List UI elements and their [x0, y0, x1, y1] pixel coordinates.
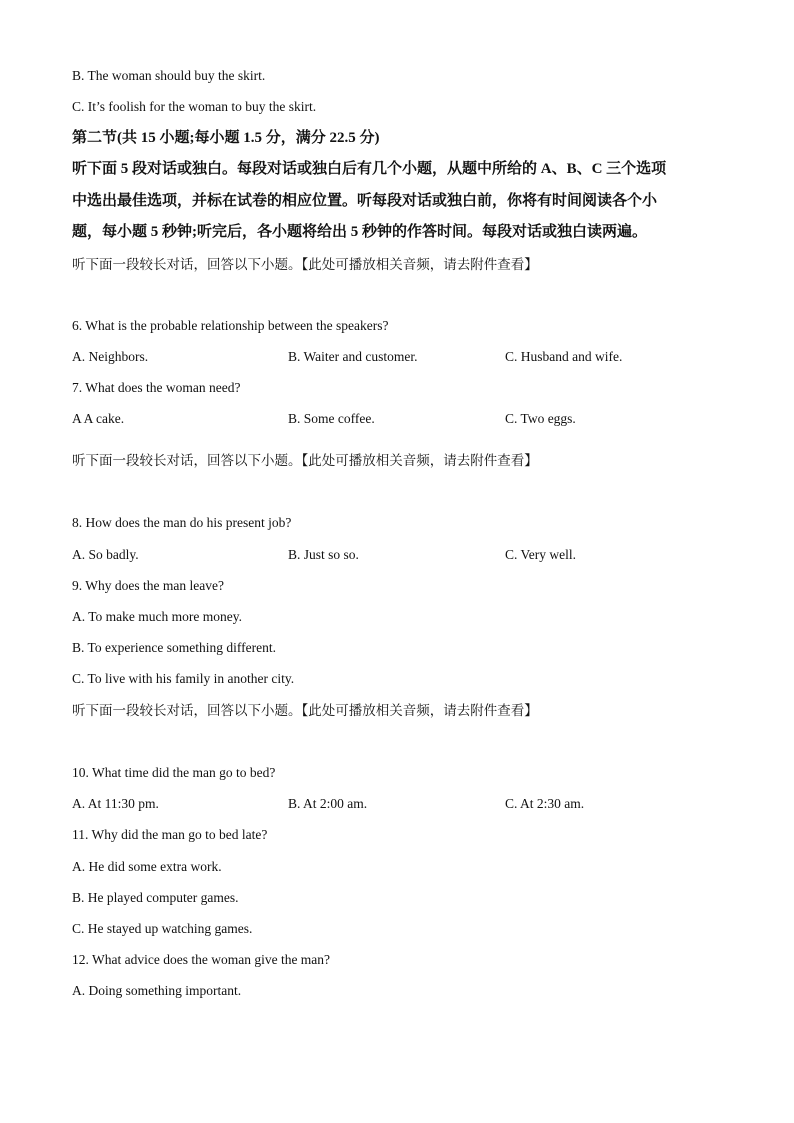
instructions-line-1: 听下面 5 段对话或独白。每段对话或独白后有几个小题，从题中所给的 A、B、C 三个选项 [72, 161, 667, 177]
question-9-stem: 9. Why does the man leave? [72, 578, 224, 593]
instructions-line-3: 题，每小题 5 秒钟;听完后，各小题将给出 5 秒钟的作答时间。每段对话或独白读两遍。 [72, 224, 647, 240]
question-8-stem: 8. How does the man do his present job? [72, 515, 292, 530]
q10-option-c: C. At 2:30 am. [505, 796, 585, 811]
q11-option-c: C. He stayed up watching games. [72, 921, 253, 936]
q7-option-b: B. Some coffee. [288, 411, 375, 426]
question-7-stem: 7. What does the woman need? [72, 380, 241, 395]
section-heading: 第二节(共 15 小题;每小题 1.5 分，满分 22.5 分) [72, 130, 380, 146]
q11-option-b: B. He played computer games. [72, 890, 239, 905]
q10-option-b: B. At 2:00 am. [288, 796, 368, 811]
question-12-stem: 12. What advice does the woman give the man? [72, 952, 331, 967]
q8-option-b: B. Just so so. [288, 547, 359, 562]
q8-option-c: C. Very well. [505, 547, 576, 562]
q12-option-a: A. Doing something important. [72, 983, 242, 998]
q11-option-a: A. He did some extra work. [72, 859, 222, 874]
question-10-stem: 10. What time did the man go to bed? [72, 765, 276, 780]
q8-option-a: A. So badly. [72, 547, 139, 562]
q7-option-c: C. Two eggs. [505, 411, 576, 426]
q9-option-b: B. To experience something different. [72, 640, 276, 655]
audio-note: 听下面一段较长对话，回答以下小题。【此处可播放相关音频，请去附件查看】 [72, 453, 538, 468]
q10-option-a: A. At 11:30 pm. [72, 796, 159, 811]
option-b-prev: B. The woman should buy the skirt. [72, 68, 266, 83]
q6-option-b: B. Waiter and customer. [288, 349, 418, 364]
instructions-line-2: 中选出最佳选项，并标在试卷的相应位置。听每段对话或独白前，你将有时间阅读各个小 [72, 193, 658, 209]
audio-note: 听下面一段较长对话，回答以下小题。【此处可播放相关音频，请去附件查看】 [72, 703, 538, 718]
question-6-stem: 6. What is the probable relationship between the speakers? [72, 318, 389, 333]
q7-option-a: A A cake. [72, 411, 125, 426]
q6-option-c: C. Husband and wife. [505, 349, 623, 364]
audio-note: 听下面一段较长对话，回答以下小题。【此处可播放相关音频，请去附件查看】 [72, 257, 538, 272]
question-11-stem: 11. Why did the man go to bed late? [72, 827, 268, 842]
option-c-prev: C. It’s foolish for the woman to buy the skirt. [72, 99, 317, 114]
q9-option-a: A. To make much more money. [72, 609, 243, 624]
q9-option-c: C. To live with his family in another city. [72, 671, 295, 686]
q6-option-a: A. Neighbors. [72, 349, 149, 364]
